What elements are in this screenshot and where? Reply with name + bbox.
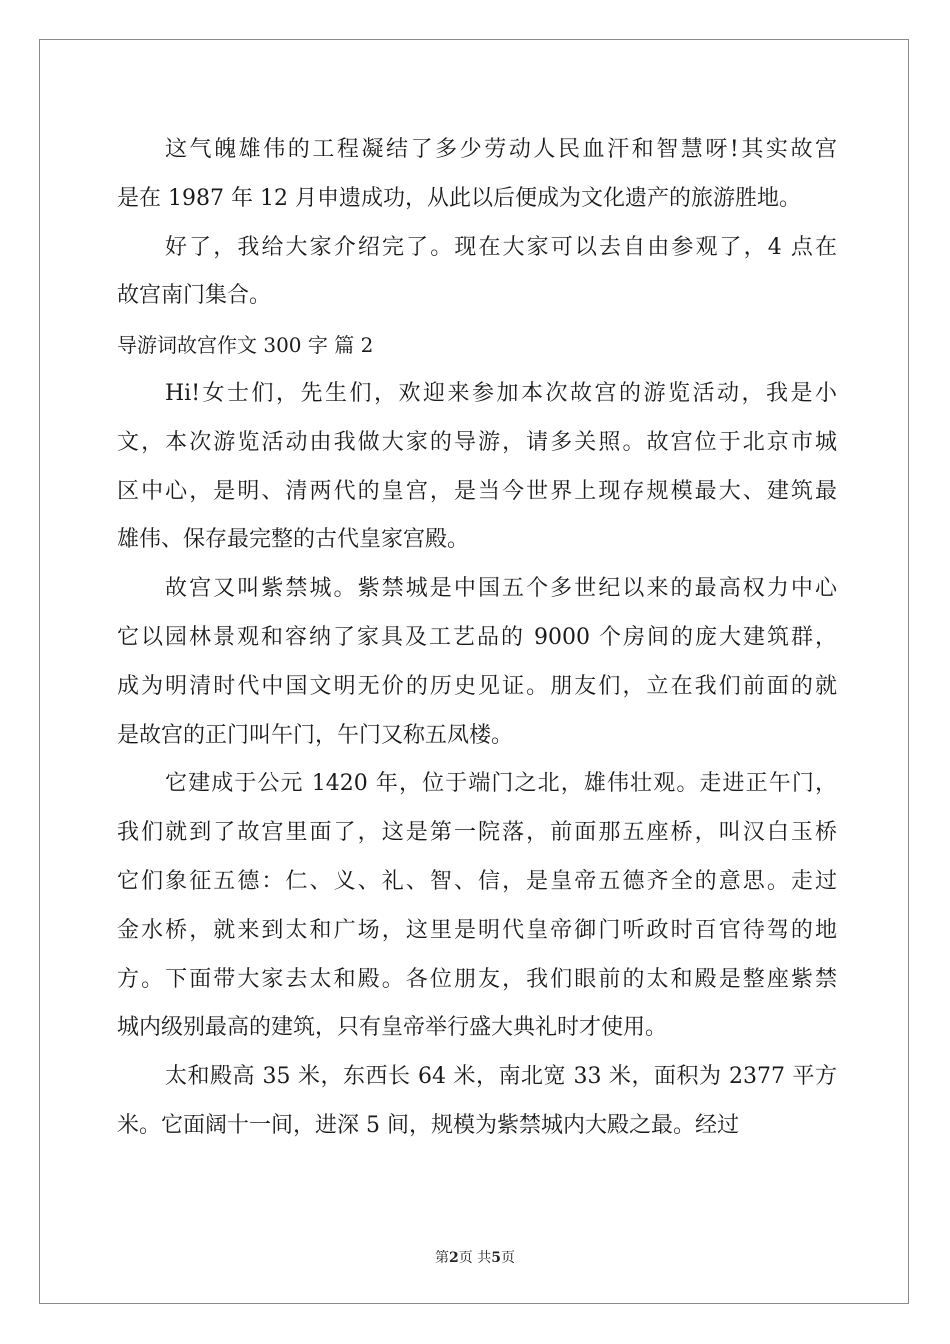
- text-line: 它以园林景观和容纳了家具及工艺品的 9000 个房间的庞大建筑群，: [117, 624, 837, 650]
- section-heading: 导游词故宫作文 300 字 篇 2: [117, 333, 374, 358]
- text-line: 故宫南门集合。: [117, 283, 272, 309]
- text-line: 米。它面阔十一间，进深 5 间，规模为紫禁城内大殿之最。经过: [117, 1112, 739, 1138]
- page-footer: [0, 1247, 950, 1267]
- text-line: 区中心，是明、清两代的皇宫，是当今世界上现存规模最大、建筑最: [117, 478, 837, 504]
- text-line: 它们象征五德：仁、义、礼、智、信，是皇帝五德齐全的意思。走过: [117, 868, 837, 894]
- text-line: Hi!女士们，先生们，欢迎来参加本次故宫的游览活动，我是小: [165, 380, 837, 406]
- text-line: 成为明清时代中国文明无价的历史见证。朋友们，立在我们前面的就: [117, 673, 837, 699]
- footer-middle: 页 共: [458, 1250, 492, 1266]
- text-line: 方。下面带大家去太和殿。各位朋友，我们眼前的太和殿是整座紫禁: [117, 966, 837, 992]
- text-line: 雄伟、保存最完整的古代皇家宫殿。: [117, 527, 470, 553]
- text-line: 我们就到了故宫里面了，这是第一院落，前面那五座桥，叫汉白玉桥: [117, 820, 837, 846]
- text-line: 金水桥，就来到太和广场，这里是明代皇帝御门听政时百官待驾的地: [117, 917, 837, 943]
- current-page-number: 2: [449, 1250, 459, 1266]
- text-line: 是在 1987 年 12 月申遗成功，从此以后便成为文化遗产的旅游胜地。: [117, 185, 801, 211]
- text-line: 文，本次游览活动由我做大家的导游，请多关照。故宫位于北京市城: [117, 429, 837, 455]
- text-line: 城内级别最高的建筑，只有皇帝举行盛大典礼时才使用。: [117, 1015, 668, 1041]
- total-page-count: 5: [491, 1250, 501, 1266]
- text-line: 太和殿高 35 米，东西长 64 米，南北宽 33 米，面积为 2377 平方: [165, 1064, 837, 1090]
- footer-suffix: 页: [500, 1250, 515, 1266]
- document-body: [117, 126, 837, 1151]
- text-line: 故宫又叫紫禁城。紫禁城是中国五个多世纪以来的最高权力中心: [165, 576, 837, 602]
- footer-prefix: 第: [435, 1250, 450, 1266]
- text-line: 它建成于公元 1420 年，位于端门之北，雄伟壮观。走进正午门，: [165, 771, 837, 797]
- text-line: 好了，我给大家介绍完了。现在大家可以去自由参观了，4 点在: [165, 234, 837, 260]
- text-line: 是故宫的正门叫午门，午门又称五凤楼。: [117, 722, 514, 748]
- text-line: 这气魄雄伟的工程凝结了多少劳动人民血汗和智慧呀!其实故宫: [165, 137, 837, 162]
